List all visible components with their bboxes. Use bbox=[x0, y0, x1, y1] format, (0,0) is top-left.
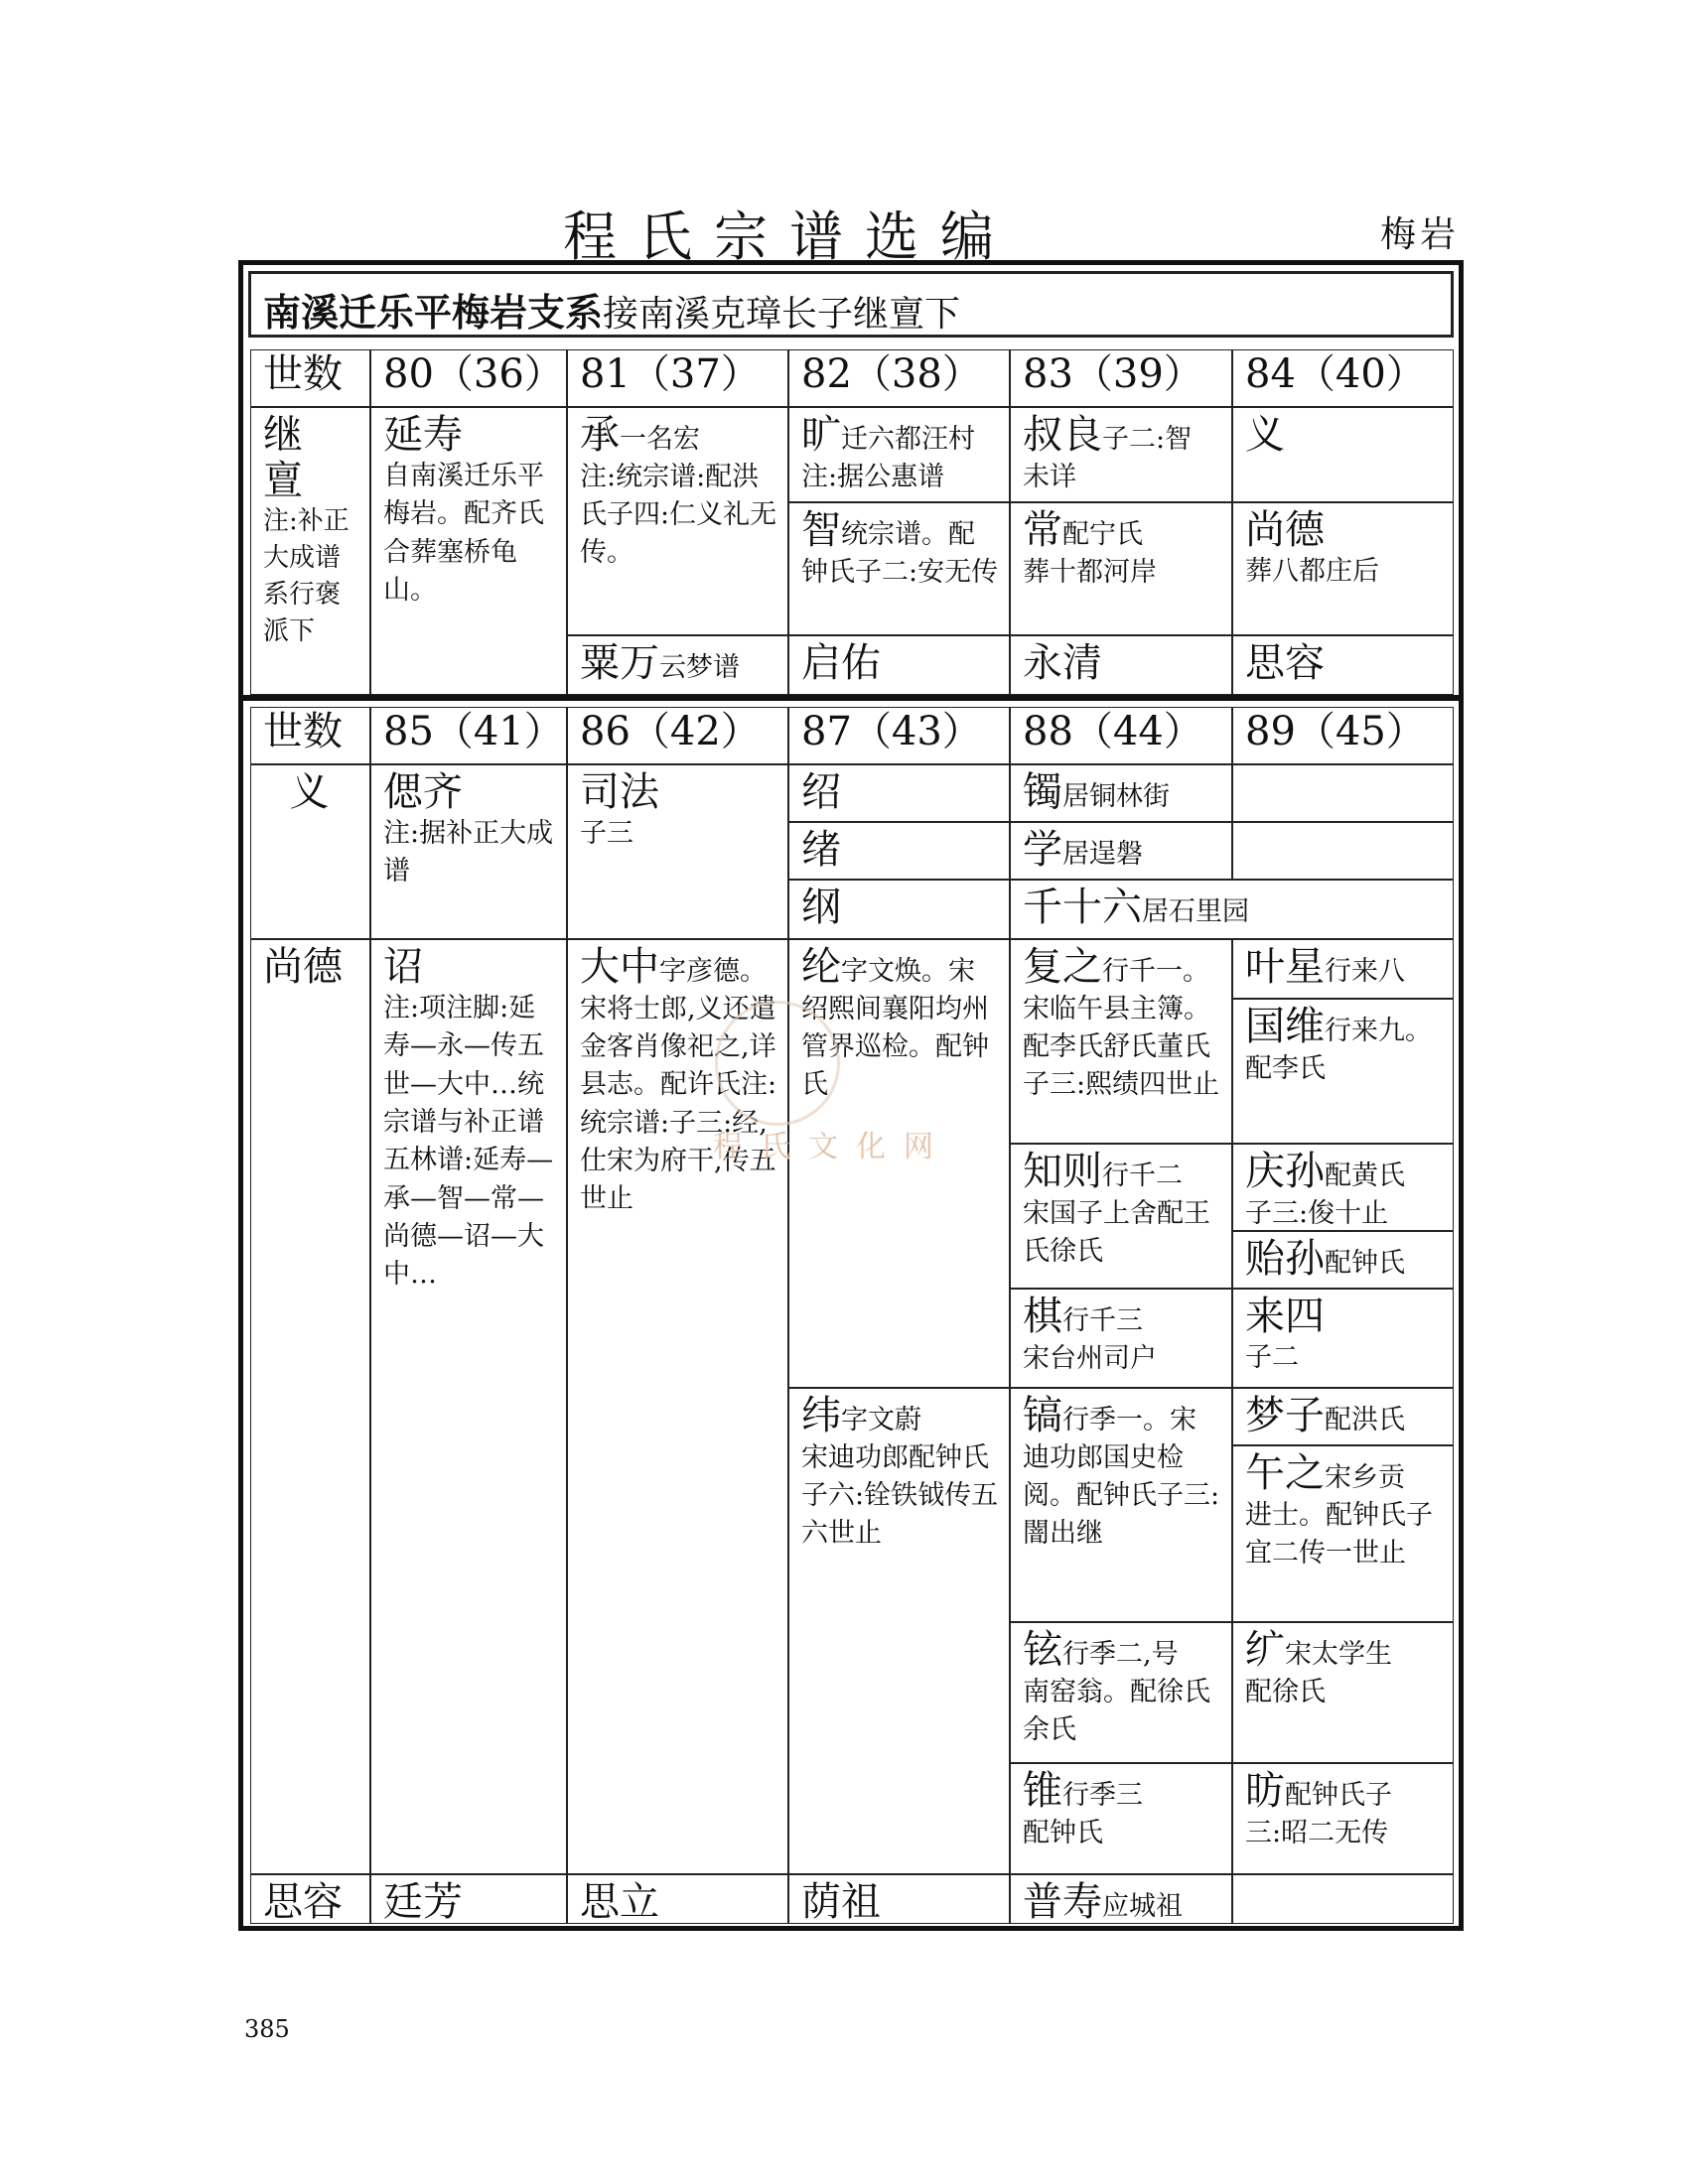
entry-wuzhi: 午之宋乡贡 进士。配钟氏子宜二传一世止 bbox=[1232, 1445, 1454, 1622]
entry-yanshou: 延寿 自南溪迁乐平梅岩。配齐氏合葬塞桥龟山。 bbox=[370, 407, 567, 695]
entry-qianshiliu: 千十六居石里园 bbox=[1010, 880, 1454, 939]
entry-sifa: 司法 子三 bbox=[567, 764, 788, 939]
entry-tingfang: 廷芳 bbox=[370, 1874, 567, 1924]
gen-85: 85（41） bbox=[370, 707, 567, 764]
entry-gang: 纲 bbox=[788, 880, 1010, 939]
row-label-shangde: 尚德 bbox=[250, 939, 370, 1874]
page-region: 梅岩 bbox=[1380, 214, 1461, 255]
watermark-seal bbox=[715, 1001, 840, 1126]
entry-lun: 纶字文焕。宋 绍熙间襄阳均州管界巡检。配钟氏 bbox=[788, 939, 1010, 1388]
entry-yinzu: 荫祖 bbox=[788, 1874, 1010, 1924]
page-title: 程氏宗谱选编 bbox=[563, 205, 1016, 268]
entry-kuang: 旷迁六都汪村 注:据公惠谱 bbox=[788, 407, 1010, 502]
entry-qingsun: 庆孙配黄氏 子三:俊十止 bbox=[1232, 1144, 1454, 1231]
entry-shuliang: 叔良子二:智 未详 bbox=[1010, 407, 1232, 502]
entry-zhi: 智统宗谱。配 钟氏子二:安无传 bbox=[788, 502, 1010, 635]
gen-80: 80（36） bbox=[370, 349, 567, 407]
entry-hong: 铉行季二,号 南窑翁。配徐氏余氏 bbox=[1010, 1622, 1232, 1763]
entry-dazhong: 大中字彦德。 宋将士郎,义还遣金客肖像祀之,详县志。配许氏注:统宗谱:子三:经,仕宋为府干,传五世止 bbox=[567, 939, 788, 1874]
entry-zhuo: 镯居铜林街 bbox=[1010, 764, 1232, 822]
entry-sili: 思立 bbox=[567, 1874, 788, 1924]
entry-yisun: 贻孙配钟氏 bbox=[1232, 1231, 1454, 1289]
entry-gao: 镐行季一。宋 迪功郎国史检阅。配钟氏子三:闇出继 bbox=[1010, 1388, 1232, 1622]
gen-88: 88（44） bbox=[1010, 707, 1232, 764]
entry-yexing: 叶星行来八 bbox=[1232, 939, 1454, 999]
entry-siqi: 偲齐 注:据补正大成谱 bbox=[370, 764, 567, 939]
gen-label-1: 世数 bbox=[250, 349, 370, 407]
entry-qiyou: 启佑 bbox=[788, 635, 1010, 695]
entry-shangde: 尚德 葬八都庄后 bbox=[1232, 502, 1454, 635]
row-label-yi: 义 bbox=[250, 764, 370, 939]
gen-82: 82（38） bbox=[788, 349, 1010, 407]
entry-yongqing: 永清 bbox=[1010, 635, 1232, 695]
gen-87: 87（43） bbox=[788, 707, 1010, 764]
entry-chang: 常配宁氏 葬十都河岸 bbox=[1010, 502, 1232, 635]
empty-cell bbox=[1232, 1874, 1454, 1924]
entry-xu: 绪 bbox=[788, 822, 1010, 880]
entry-zhize: 知则行千二 宋国子上舍配王氏徐氏 bbox=[1010, 1144, 1232, 1289]
entry-fuzhi: 复之行千一。 宋临午县主簿。配李氏舒氏董氏子三:熙绩四世止 bbox=[1010, 939, 1232, 1144]
entry-mengzi: 梦子配洪氏 bbox=[1232, 1388, 1454, 1445]
entry-kuang2: 纩宋太学生 配徐氏 bbox=[1232, 1622, 1454, 1763]
branch-subtitle: 接南溪克璋长子继亶下 bbox=[603, 294, 961, 335]
gen-81: 81（37） bbox=[567, 349, 788, 407]
gen-86: 86（42） bbox=[567, 707, 788, 764]
entry-cheng: 承一名宏 注:统宗谱:配洪氏子四:仁义礼无传。 bbox=[567, 407, 788, 635]
page-number: 385 bbox=[244, 2015, 290, 2043]
watermark-text: 程氏文化网 bbox=[713, 1130, 951, 1164]
empty-cell bbox=[1232, 822, 1454, 880]
row-label-sirong: 思容 bbox=[250, 1874, 370, 1924]
entry-pushou: 普寿应城祖 bbox=[1010, 1874, 1232, 1924]
empty-cell bbox=[1232, 764, 1454, 822]
entry-yi: 义 bbox=[1232, 407, 1454, 502]
entry-wei: 纬字文蔚 宋迪功郎配钟氏子六:铨铁钺传五六世止 bbox=[788, 1388, 1010, 1874]
entry-zhui: 锥行季三 配钟氏 bbox=[1010, 1763, 1232, 1874]
entry-fang: 昉配钟氏子 三:昭二无传 bbox=[1232, 1763, 1454, 1874]
entry-zhao: 诏 注:项注脚:延寿—永—传五世—大中…统宗谱与补正谱五林谱:延寿—承—智—常—尚德—诏—大中… bbox=[370, 939, 567, 1874]
table-divider bbox=[243, 695, 1459, 701]
entry-xue: 学居逞磐 bbox=[1010, 822, 1232, 880]
branch-title: 南溪迁乐平梅岩支系 bbox=[263, 290, 604, 335]
entry-sirong: 思容 bbox=[1232, 635, 1454, 695]
entry-shao: 绍 bbox=[788, 764, 1010, 822]
entry-qi: 棋行千三 宋台州司户 bbox=[1010, 1289, 1232, 1388]
gen-84: 84（40） bbox=[1232, 349, 1454, 407]
gen-83: 83（39） bbox=[1010, 349, 1232, 407]
row-label-jidan: 继亶 注:补正大成谱系行褒派下 bbox=[250, 407, 370, 695]
entry-guowei: 国维行来九。 配李氏 bbox=[1232, 999, 1454, 1144]
gen-label-2: 世数 bbox=[250, 707, 370, 764]
gen-89: 89（45） bbox=[1232, 707, 1454, 764]
entry-suwan: 粟万云梦谱 bbox=[567, 635, 788, 695]
branch-banner bbox=[248, 271, 1454, 338]
entry-laisi: 来四 子二 bbox=[1232, 1289, 1454, 1388]
